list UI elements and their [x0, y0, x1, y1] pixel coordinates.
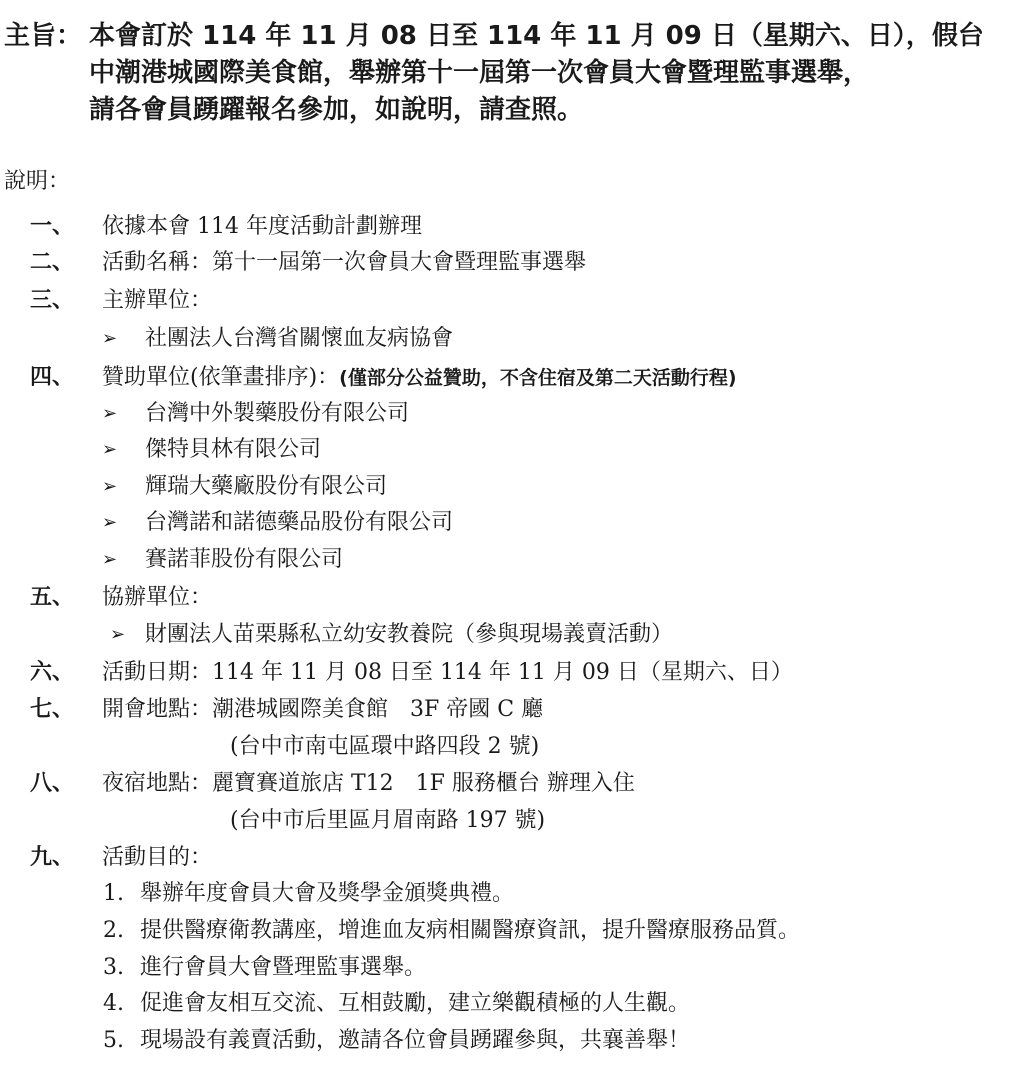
bullet-text: 台灣中外製藥股份有限公司 — [145, 401, 410, 426]
arrow-bullet-icon: ➢ — [102, 549, 118, 570]
subject-line-1: 本會訂於 114 年 11 月 08 日至 114 年 11 月 09 日（星期六、日），假台 — [89, 21, 984, 51]
item-number: 四、 — [30, 365, 75, 390]
item-text: 主辦單位： — [102, 288, 213, 313]
subject-line-3: 請各會員踴躍報名參加，如說明，請查照。 — [89, 95, 584, 125]
item-number: 七、 — [30, 697, 75, 722]
point-text: 舉辦年度會員大會及獎學金頒獎典禮。 — [140, 881, 515, 906]
item-number: 八、 — [30, 771, 75, 796]
point-number: 5. — [103, 1028, 124, 1053]
point-number: 2. — [103, 918, 124, 943]
item-number: 五、 — [30, 585, 75, 610]
arrow-bullet-icon: ➢ — [102, 328, 118, 349]
subject-label: 主旨： — [4, 21, 83, 51]
item-text: 活動日期：114 年 11 月 08 日至 114 年 11 月 09 日（星期六、日） — [102, 660, 793, 685]
item-text: 開會地點：潮港城國際美食館 3F 帝國 C 廳 — [102, 697, 544, 722]
bullet-text: 輝瑞大藥廠股份有限公司 — [145, 474, 388, 499]
item-text: 活動目的： — [102, 845, 213, 870]
arrow-bullet-icon: ➢ — [102, 512, 118, 533]
bullet-text: 財團法人苗栗縣私立幼安教養院（參與現場義賣活動） — [145, 622, 674, 647]
item-number: 六、 — [30, 660, 75, 685]
item-number: 一、 — [30, 214, 75, 239]
point-number: 1. — [103, 881, 124, 906]
address-text: (台中市南屯區環中路四段 2 號) — [230, 734, 540, 759]
point-number: 3. — [103, 955, 124, 980]
bullet-text: 傑特貝林有限公司 — [145, 437, 322, 462]
point-text: 現場設有義賣活動，邀請各位會員踴躍參與，共襄善舉！ — [140, 1028, 691, 1053]
item-number: 三、 — [30, 288, 75, 313]
point-text: 進行會員大會暨理監事選舉。 — [140, 955, 427, 980]
bullet-text: 台灣諾和諾德藥品股份有限公司 — [145, 510, 454, 535]
point-text: 促進會友相互交流、互相鼓勵，建立樂觀積極的人生觀。 — [140, 991, 691, 1016]
item-text: 依據本會 114 年度活動計劃辦理 — [102, 214, 422, 239]
subject-line-2: 中潮港城國際美食館，舉辦第十一屆第一次會員大會暨理監事選舉， — [89, 58, 870, 88]
item-text: 協辦單位： — [102, 585, 213, 610]
bullet-text: 社團法人台灣省關懷血友病協會 — [145, 326, 454, 351]
item-text-main: 贊助單位(依筆畫排序)： — [102, 365, 340, 390]
item-text — [102, 360, 737, 396]
arrow-bullet-icon: ➢ — [102, 403, 118, 424]
item-text: 夜宿地點：麗寶賽道旅店 T12 1F 服務櫃台 辦理入住 — [102, 771, 635, 796]
arrow-bullet-icon: ➢ — [102, 476, 118, 497]
item-number: 九、 — [30, 845, 75, 870]
arrow-bullet-icon: ➢ — [110, 624, 126, 645]
arrow-bullet-icon: ➢ — [102, 439, 118, 460]
address-text: (台中市后里區月眉南路 197 號) — [230, 808, 546, 833]
sponsor-note: (僅部分公益贊助，不含住宿及第二天活動行程) — [339, 367, 737, 389]
description-label: 說明： — [4, 169, 71, 194]
item-text: 活動名稱：第十一屆第一次會員大會暨理監事選舉 — [102, 250, 587, 275]
item-number: 二、 — [30, 250, 75, 275]
bullet-text: 賽諾菲股份有限公司 — [145, 547, 344, 572]
point-number: 4. — [103, 991, 124, 1016]
point-text: 提供醫療衛教講座，增進血友病相關醫療資訊，提升醫療服務品質。 — [140, 918, 801, 943]
